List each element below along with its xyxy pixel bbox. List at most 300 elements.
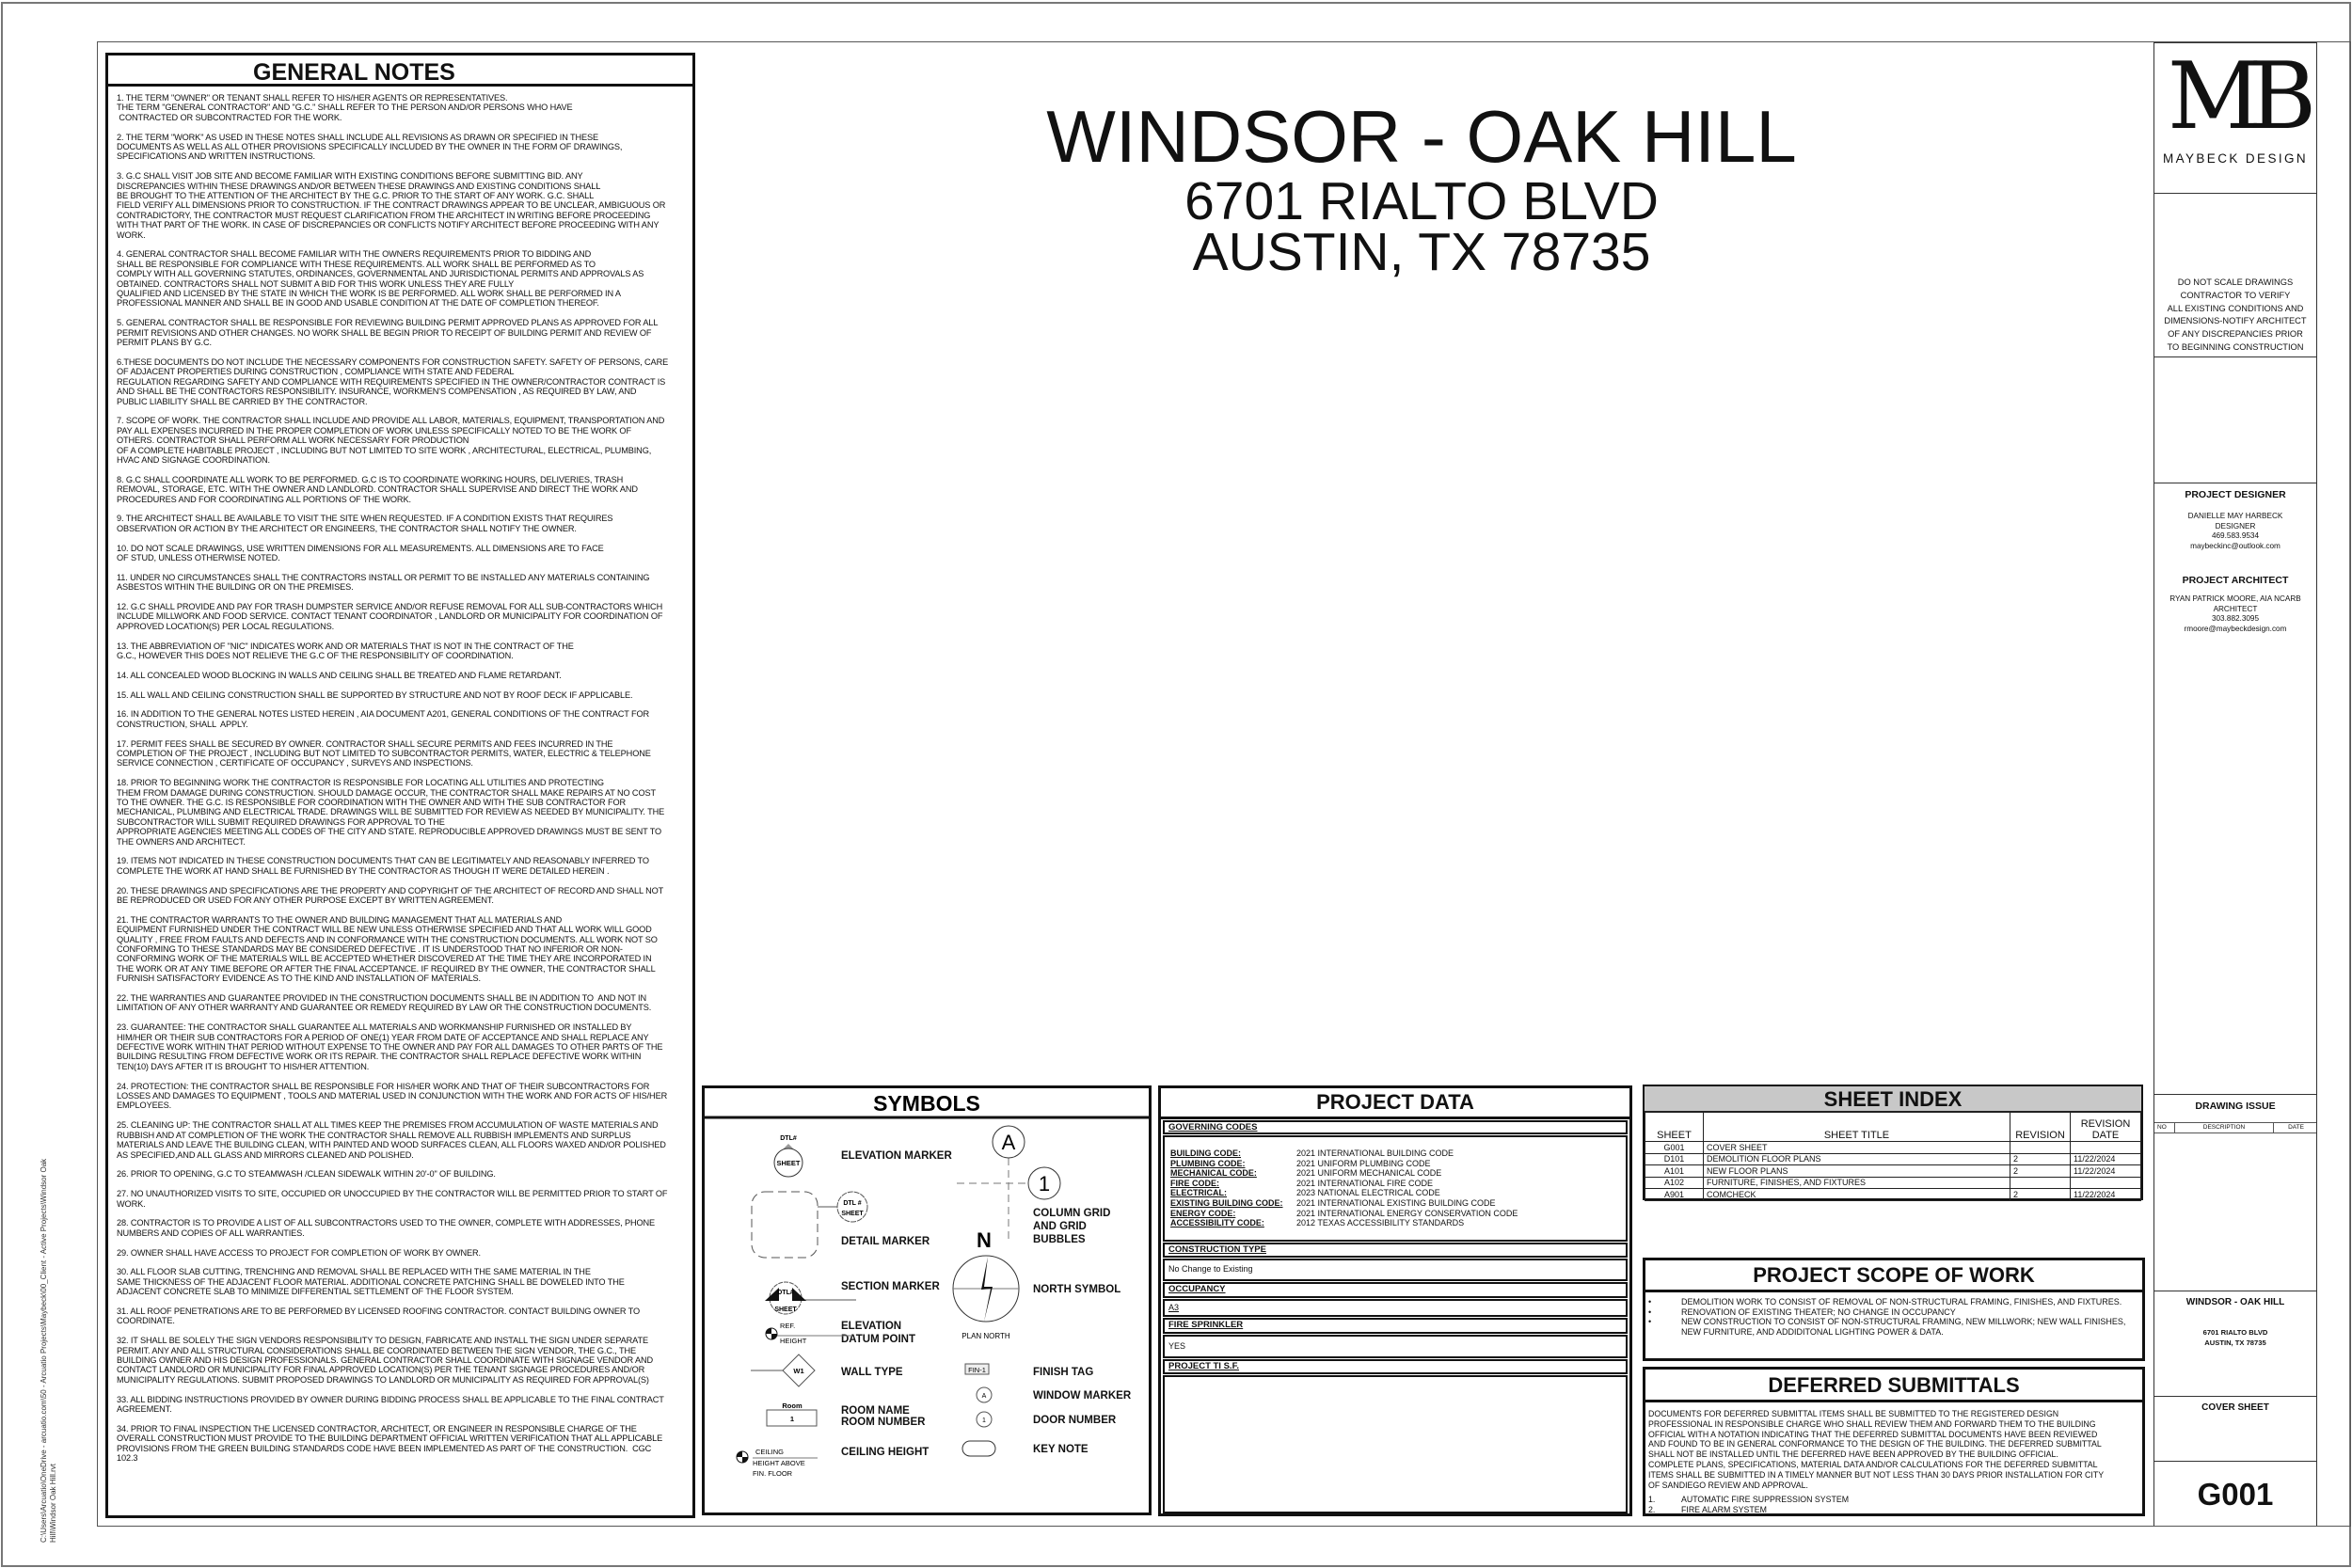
col-revision-date: REVISION DATE: [2071, 1113, 2141, 1142]
window-marker-sample: A: [981, 1393, 987, 1400]
general-note-line: CONTRACTED OR SUBCONTRACTED FOR THE WORK.: [117, 112, 342, 122]
grid-bubble-a: A: [1001, 1131, 1016, 1154]
sheet-index-panel: [1643, 1085, 2143, 1200]
general-note-line: 3. G.C SHALL VISIT JOB SITE AND BECOME FAMILIAR WITH EXISTING CONDITIONS BEFORE SUBMITTING BID. ANY: [117, 171, 583, 182]
label-elevation-marker: ELEVATION MARKER: [841, 1150, 952, 1162]
code-value: 2021 INTERNATIONAL BUILDING CODE: [1296, 1148, 1454, 1158]
architect-line: rmoore@maybeckdesign.com: [2184, 624, 2287, 633]
general-note-line: CONFORMING TO THESE STANDARDS MAY BE CONSIDERED DEFECTIVE . IT IS UNDERSTOOD THAT NO INFERIOR OR NON-: [117, 944, 623, 955]
general-note-line: REGULATION REGARDING SAFETY AND COMPLIANCE WITH REQUIREMENTS SPECIFIED IN THE OWNER/CONTRACTOR CONTRACT IS: [117, 376, 666, 387]
general-note-line: BUILDING RESULTING FROM DEFECTIVE WORK OR ITS REPAIR. THE CONTRACTOR SHALL REPLACE DEFECTIVE WORK WITHIN: [117, 1052, 642, 1062]
general-note: [117, 1336, 668, 1385]
general-note-line: MATERIALS AND LEAVE THE BUILDING CLEAN, WITH PAINTED AND WOOD SURFACES CLEAN, ALL FLOORS WAXED AND/OR POLISHED: [117, 1140, 666, 1150]
general-note-line: DISCREPANCIES WITHIN THESE DRAWINGS AND/OR BETWEEN THESE DRAWINGS AND EXISTING CONDITIONS SHALL: [117, 181, 601, 191]
general-note-line: OTHERS. CONTRACTOR SHALL PERFORM ALL WORK NECESSARY FOR PRODUCTION: [117, 436, 469, 446]
drawing-issue-header: DRAWING ISSUE: [2195, 1101, 2276, 1112]
firm-name: MAYBECK DESIGN: [2162, 151, 2309, 166]
datum-height-text: HEIGHT: [780, 1337, 807, 1345]
label-column-grid-3: BUBBLES: [1033, 1234, 1086, 1245]
general-note-line: PERMIT. ANY AND ALL STRUCTURAL CONSIDERATIONS SHALL BE COORDINATED BETWEEN THE SIGN VENDOR, THE G.C., THE: [117, 1345, 637, 1355]
finish-tag-sample: FIN-1: [968, 1366, 986, 1374]
issue-col-no: NO: [2157, 1124, 2167, 1131]
tb-divider: [2153, 1094, 2317, 1095]
sheet-number: D101: [1645, 1153, 1704, 1165]
general-note-line: BUILDING OWNER AND HIS DESIGN PROFESSIONALS. GENERAL CONTRACTOR SHALL COORDINATE WITH SIGNAGE VENDOR AND: [117, 1354, 653, 1365]
general-note-line: SHALL BE RESPONSIBLE FOR COMPLIANCE WITH THESE REQUIREMENTS. ALL WORK SHALL BE PERFORMED AS TO: [117, 259, 596, 269]
finish-tag-icon: [965, 1364, 989, 1374]
general-note: [117, 1082, 668, 1111]
general-note-line: COORDINATE.: [117, 1316, 175, 1326]
general-note-line: EQUIPMENT FURNISHED UNDER THE CONTRACT WILL BE NEW UNLESS OTHERWISE SPECIFIED AND THAT ALL WORK WILL GOOD: [117, 925, 652, 935]
general-note: [117, 739, 668, 768]
fire-sprinkler-row: [1163, 1335, 1628, 1358]
deferred-submittals-text: [1648, 1409, 2104, 1515]
general-note: [117, 1307, 668, 1326]
general-note-line: 32. IT SHALL BE SOLELY THE SIGN VENDORS RESPONSIBILITY TO DESIGN, FABRICATE AND INSTALL THE SIGN UNDER SEPARATE: [117, 1336, 648, 1346]
deferred-item-text: FIRE ALARM SYSTEM: [1681, 1505, 1767, 1515]
general-note: [117, 602, 668, 631]
general-note-line: 21. THE CONTRACTOR WARRANTS TO THE OWNER AND BUILDING MANAGEMENT THAT ALL MATERIALS AND: [117, 914, 563, 925]
general-note-line: 10. DO NOT SCALE DRAWINGS, USE WRITTEN DIMENSIONS FOR ALL MEASUREMENTS. ALL DIMENSIONS ARE TO FACE: [117, 543, 604, 553]
code-value: 2021 INTERNATIONAL ENERGY CONSERVATION CODE: [1296, 1208, 1518, 1218]
code-value: 2021 UNIFORM MECHANICAL CODE: [1296, 1168, 1442, 1179]
section-sheet-text: SHEET: [774, 1307, 797, 1313]
fire-sprinkler-header: FIRE SPRINKLER: [1168, 1320, 1244, 1330]
sheet-number: A901: [1645, 1189, 1704, 1201]
general-note-line: COMPLETE THE WORK AT HAND SHALL BE FURNISHED BY THE CONTRACTOR AS THOUGH IT WERE DETAILED HEREIN .: [117, 865, 610, 876]
room-number-sample: 1: [789, 1415, 795, 1423]
general-note: [117, 318, 668, 347]
label-key-note: KEY NOTE: [1033, 1444, 1089, 1455]
general-note: [117, 133, 668, 162]
general-note-line: PERMIT PLANS BY G.C.: [117, 338, 212, 348]
symbols-title: SYMBOLS: [873, 1091, 980, 1116]
tb-project-name: WINDSOR - OAK HILL: [2185, 1297, 2285, 1307]
general-note-line: 4. GENERAL CONTRACTOR SHALL BECOME FAMILIAR WITH THE OWNERS REQUIREMENTS PRIOR TO BIDDING AND: [117, 249, 592, 260]
general-note-line: WORK.: [117, 230, 146, 240]
project-designer-header: PROJECT DESIGNER: [2185, 489, 2286, 500]
general-note-line: BE REPRODUCED OR USED FOR ANY OTHER PURPOSE EXCEPT BY WRITTEN AGREEMENT.: [117, 895, 494, 906]
disclaimer-line: OF ANY DISCREPANCIES PRIOR: [2168, 329, 2303, 340]
deferred-submittals-title: DEFERRED SUBMITTALS: [1645, 1370, 2142, 1402]
deferred-line: AND FOUND TO BE IN GENERAL CONFORMANCE TO THE DESIGN OF THE BUILDING. THE DEFERRED SUBMITTAL: [1648, 1439, 2102, 1449]
general-note: [117, 641, 668, 661]
file-path-line-1: C:\Users\Arcuatio\OneDrive - arcuatio.com\50 - Arcuatio Projects\Maybeck\00_Client - Active Projects\Windsor Oak: [40, 1158, 48, 1543]
label-finish-tag: FINISH TAG: [1033, 1367, 1094, 1378]
disclaimer-line: ALL EXISTING CONDITIONS AND: [2167, 303, 2304, 313]
architect-line: 303.882.3095: [2211, 614, 2260, 623]
general-notes-list: [117, 93, 668, 1473]
scope-item-text: DEMOLITION WORK TO CONSIST OF REMOVAL OF NON-STRUCTURAL FRAMING, FINISHES, AND FIXTURES.: [1681, 1297, 2122, 1307]
project-address-line-1: 6701 RIALTO BLVD: [1184, 171, 1659, 231]
code-label: FIRE CODE:: [1170, 1178, 1220, 1188]
construction-type-header: CONSTRUCTION TYPE: [1168, 1244, 1266, 1255]
sheet-title: DEMOLITION FLOOR PLANS: [1704, 1153, 2010, 1165]
code-label: MECHANICAL CODE:: [1170, 1168, 1257, 1179]
general-note-line: CONFORMING WORK OF THE MATERIALS WILL BE ACCEPTED WHETHER DISCOVERED AT THE TIME THEY ARE INCORPORATED IN: [117, 954, 652, 964]
construction-type-value: No Change to Existing: [1168, 1264, 1253, 1274]
bullet-icon: •: [1648, 1307, 1652, 1317]
governing-codes-header-row: [1163, 1120, 1628, 1134]
sheet-index-header-row: [1645, 1113, 2141, 1142]
general-note-line: QUALITY , FREE FROM FAULTS AND DEFECTS AND IN CONFORMANCE WITH THE CONSTRUCTION DOCUMENTS. ALL WORK NOT SO: [117, 934, 658, 944]
north-arrow-icon: [953, 1228, 1019, 1340]
scale-disclaimer: [2154, 277, 2316, 355]
disclaimer-line: CONTRACTOR TO VERIFY: [2180, 290, 2291, 300]
general-note-line: HVAC AND SIGNAGE COORDINATION.: [117, 454, 270, 465]
general-note-line: SAME THICKNESS OF THE ADJACENT FLOOR MATERIAL. ADDITIONAL CONCRETE PATCHING SHALL BE DOWELED INTO THE: [117, 1276, 625, 1287]
general-note-line: HIM/HER OR THEIR SUB CONTRACTORS FOR A PERIOD OF ONE(1) YEAR FROM DATE OF ACCEPTANCE AND SHALL REPLACE ANY: [117, 1032, 649, 1042]
fire-sprinkler-value: YES: [1168, 1341, 1186, 1351]
label-column-grid-2: AND GRID: [1033, 1221, 1087, 1232]
general-note-line: 22. THE WARRANTIES AND GUARANTEE PROVIDED IN THE CONSTRUCTION DOCUMENTS SHALL BE IN ADDITION TO AND NOT IN: [117, 993, 646, 1004]
general-note: [117, 1120, 668, 1160]
general-note-line: AND SHALL BE THE CONTRACTORS RESPONSIBILITY. INSURANCE, WORKMEN'S COMPENSATION , AS REQUIRED BY LAW, AND: [117, 387, 637, 397]
bullet-icon: •: [1648, 1297, 1652, 1307]
ceiling-text-2: HEIGHT ABOVE: [753, 1459, 805, 1467]
general-note-line: COMPLY WITH ALL GOVERNING STATUTES, ORDINANCES, GOVERNMENTAL AND JURISDICTIONAL PERMITS AND APPROVALS AS: [117, 269, 644, 279]
designer-line: DESIGNER: [2215, 521, 2256, 531]
general-note-line: 29. OWNER SHALL HAVE ACCESS TO PROJECT FOR COMPLETION OF WORK BY OWNER.: [117, 1247, 481, 1258]
room-tag-icon: [767, 1402, 817, 1426]
tb-divider: [2153, 1461, 2317, 1462]
general-note-line: PROVISIONS FROM THE GREEN BUILDING STANDARDS CODE HAVE BEEN IMPLEMENTED AS PART OF THE CONSTRUCTION. CGC: [117, 1443, 652, 1453]
maybeck-logo: MB: [2167, 43, 2304, 150]
general-note-line: 30. ALL FLOOR SLAB CUTTING, TRENCHING AND REMOVAL SHALL BE REPLACED WITH THE SAME MATERIAL IN THE: [117, 1267, 591, 1277]
code-value: 2023 NATIONAL ELECTRICAL CODE: [1296, 1188, 1440, 1198]
general-note: [117, 886, 668, 906]
general-note: [117, 93, 668, 122]
general-note-line: THEM FROM DAMAGE DURING CONSTRUCTION. SHOULD DAMAGE OCCUR, THE CONTRACTOR SHALL MAKE REPAIRS AT NO COST: [117, 787, 656, 798]
code-value: 2021 INTERNATIONAL FIRE CODE: [1296, 1178, 1434, 1188]
deferred-submittals-panel: [1643, 1367, 2145, 1516]
label-room-name: ROOM NAME: [841, 1405, 910, 1417]
occupancy-value: A3: [1168, 1303, 1180, 1312]
designer-line: 469.583.9534: [2211, 531, 2260, 540]
general-note: [117, 544, 668, 563]
general-notes-header: [108, 55, 692, 87]
sheet-revision: 2: [2010, 1153, 2071, 1165]
project-title: WINDSOR - OAK HILL: [1046, 95, 1797, 178]
deferred-line: COMPLETE PLANS, SPECIFICATIONS, MATERIAL DATA AND/OR CALCULATIONS FOR THE DEFERRED SUBMITTAL: [1648, 1459, 2098, 1469]
label-window-marker: WINDOW MARKER: [1033, 1390, 1132, 1402]
deferred-item-text: AUTOMATIC FIRE SUPPRESSION SYSTEM: [1681, 1495, 1850, 1505]
sheet-revision-date: [2071, 1142, 2141, 1154]
sheet-title: FURNITURE, FINISHES, AND FIXTURES: [1704, 1177, 2010, 1189]
scope-of-work-panel: [1643, 1258, 2145, 1361]
scope-item-text: RENOVATION OF EXISTING THEATER; NO CHANGE IN OCCUPANCY: [1681, 1307, 1956, 1317]
general-note: [117, 1189, 668, 1209]
occupancy-row: [1163, 1299, 1628, 1317]
col-sheet-title: SHEET TITLE: [1704, 1113, 2010, 1142]
sheet-revision-date: [2071, 1177, 2141, 1189]
deferred-item-number: 2.: [1648, 1505, 1656, 1515]
general-note: [117, 1022, 668, 1071]
general-note-line: TEN(10) DAYS AFTER IT IS BROUGHT TO HIS/HER ATTENTION.: [117, 1061, 370, 1071]
general-note-line: 7. SCOPE OF WORK. THE CONTRACTOR SHALL INCLUDE AND PROVIDE ALL LABOR, MATERIALS, EQUIPMENT, TRANSPORTATION AND: [117, 416, 665, 426]
general-note-line: DEFECTIVE WORK WITHIN THAT PERIOD WITHOUT EXPENSE TO THE OWNER AND PAY FOR ALL DAMAGES TO OTHER PARTS OF THE: [117, 1042, 663, 1053]
sheet-revision: 2: [2010, 1165, 2071, 1178]
general-note-line: OVERALL CONSTRUCTION MUST PROVIDE TO THE BUILDING DEPARTMENT OFFICIAL WRITTEN VERIFICATION THAT ALL APPLICABLE: [117, 1433, 663, 1444]
general-note-line: LIMITATION OF ANY OTHER WARRANTY AND GUARANTEE OR REMEDY REQUIRED BY LAW OR THE CONSTRUCTION DOCUMENTS.: [117, 1003, 652, 1013]
general-note-line: SERVICE CONNECTION , CERTIFICATE OF OCCUPANCY , SURVEYS AND INSPECTIONS.: [117, 758, 473, 768]
general-note: [117, 475, 668, 504]
tb-sheet-number: G001: [2197, 1477, 2274, 1512]
deferred-item-number: 1.: [1648, 1495, 1656, 1505]
tb-divider: [2153, 356, 2317, 357]
deferred-line: OF SANDIEGO REVIEW AND APPROVAL.: [1648, 1480, 1808, 1490]
bullet-icon: •: [1648, 1317, 1652, 1326]
general-note-line: WORK.: [117, 1198, 146, 1209]
disclaimer-line: DO NOT SCALE DRAWINGS: [2177, 277, 2294, 287]
general-note-line: 14. ALL CONCEALED WOOD BLOCKING IN WALLS AND CEILING SHALL BE TREATED AND FLAME RETARDANT.: [117, 670, 562, 680]
label-column-grid-1: COLUMN GRID: [1033, 1208, 1111, 1219]
elevation-marker-icon: [774, 1135, 803, 1177]
code-label: EXISTING BUILDING CODE:: [1170, 1198, 1283, 1208]
general-note-line: CONSTRUCTION, SHALL APPLY.: [117, 719, 248, 729]
code-value: 2021 INTERNATIONAL EXISTING BUILDING CODE: [1296, 1198, 1496, 1208]
construction-type-header-row: [1163, 1243, 1628, 1258]
general-note-line: COMPLETION OF THE PROJECT , INCLUDING BUT NOT LIMITED TO SUBCONTRACTOR PERMITS, WATER, ELECTRIC & TELEPHONE: [117, 748, 651, 758]
ceiling-text-3: FIN. FLOOR: [753, 1469, 793, 1478]
designer-line: DANIELLE MAY HARBECK: [2187, 512, 2283, 520]
north-letter: N: [977, 1228, 992, 1252]
general-note-line: 12. G.C SHALL PROVIDE AND PAY FOR TRASH DUMPSTER SERVICE AND/OR REFUSE REMOVAL FOR ALL SUB-CONTRACTORS WHICH: [117, 601, 663, 611]
governing-codes-header: GOVERNING CODES: [1168, 1122, 1258, 1132]
key-note-icon: [962, 1441, 995, 1456]
door-number-icon: [977, 1412, 992, 1427]
label-detail-marker: DETAIL MARKER: [841, 1236, 930, 1247]
sheet-index-row: [1645, 1165, 2141, 1178]
general-note-line: APPROPRIATE AGENCIES MEETING ALL CODES OF THE CITY AND STATE. REPRODUCIBLE APPROVED DRAWINGS MUST BE SENT TO: [117, 827, 662, 837]
plan-north-text: PLAN NORTH: [961, 1332, 1010, 1340]
construction-type-row: [1163, 1259, 1628, 1281]
disclaimer-line: TO BEGINNING CONSTRUCTION: [2167, 341, 2304, 352]
project-architect-header: PROJECT ARCHITECT: [2182, 575, 2289, 586]
symbols-legend: [702, 1085, 1152, 1515]
sheet-revision: 2: [2010, 1189, 2071, 1201]
general-note-line: 25. CLEANING UP: THE CONTRACTOR SHALL AT ALL TIMES KEEP THE PREMISES FROM ACCUMULATION OF WASTE MATERIALS AND: [117, 1120, 659, 1131]
general-note-line: 16. IN ADDITION TO THE GENERAL NOTES LISTED HEREIN , AIA DOCUMENT A201, GENERAL CONDITIONS OF THE CONTRACT FOR: [117, 709, 650, 720]
sheet-number: A101: [1645, 1165, 1704, 1178]
scope-item-text: NEW CONSTRUCTION TO CONSIST OF NON-STRUCTURAL FRAMING, NEW MILLWORK; NEW WALL FINISHES,: [1681, 1317, 2126, 1326]
scope-of-work-title: PROJECT SCOPE OF WORK: [1645, 1260, 2142, 1292]
label-ceiling-height: CEILING HEIGHT: [841, 1447, 930, 1458]
general-note-line: 5. GENERAL CONTRACTOR SHALL BE RESPONSIBLE FOR REVIEWING BUILDING PERMIT APPROVED PLANS AS APPROVED FOR ALL: [117, 318, 659, 328]
code-label: ENERGY CODE:: [1170, 1208, 1236, 1218]
ti-sf-body: [1163, 1375, 1628, 1513]
deferred-line: PROFESSIONAL IN RESPONSIBLE CHARGE WHO SHALL REVIEW THEM AND FORWARD THEM TO THE BUILDING: [1648, 1418, 2096, 1429]
deferred-line: SHALL NOT BE INSTALLED UNTIL THE DEFERRED HAVE BEEN APPROVED BY THE BUILDING OFFICIAL.: [1648, 1449, 2058, 1460]
architect-line: ARCHITECT: [2213, 604, 2258, 613]
sheet-revision: [2010, 1177, 2071, 1189]
code-value: 2012 TEXAS ACCESSIBILITY STANDARDS: [1296, 1218, 1465, 1228]
elevation-datum-icon: [766, 1322, 852, 1345]
sheet-index-row: [1645, 1177, 2141, 1189]
code-label: BUILDING CODE:: [1170, 1148, 1241, 1158]
code-label: PLUMBING CODE:: [1170, 1158, 1246, 1168]
general-note: [117, 993, 668, 1013]
deferred-item: [1648, 1505, 2104, 1515]
general-note-line: MUNICIPALITY REGULATIONS. SUBMIT PROPOSED DRAWINGS TO LANDLORD OR MUNICIPALITY AS REQUIRED FOR APPROVAL(S): [117, 1374, 649, 1385]
general-note-line: APPROVED LOCATION(S) PER LOCAL REGULATIONS.: [117, 621, 335, 631]
code-label: ELECTRICAL:: [1170, 1188, 1227, 1198]
general-note-line: 2. THE TERM "WORK" AS USED IN THESE NOTES SHALL INCLUDE ALL REVISIONS AS DRAWN OR SPECIFIED IN THESE: [117, 132, 599, 142]
sheet-title: COMCHECK: [1704, 1189, 2010, 1201]
general-note: [117, 573, 668, 593]
general-note: [117, 1267, 668, 1296]
ti-sf-header: PROJECT TI S.F.: [1168, 1361, 1239, 1371]
general-note-line: RUBBISH AND AT COMPLETION OF THE WORK THE CONTRACTOR SHALL REMOVE ALL RUBBISH IMPLEMENTS AND SURPLUS: [117, 1130, 631, 1140]
detail-dtl-text: DTL #: [843, 1200, 862, 1207]
general-note-line: AGREEMENT.: [117, 1403, 172, 1414]
symbols-drawing: [702, 1085, 1152, 1515]
general-note-line: INCLUDE MILLWORK AND FOOD SERVICE. CONTACT TENANT COORDINATOR , LANDLORD OR MUNICIPALITY FOR COORDINATION OF: [117, 611, 663, 622]
general-note: [117, 690, 668, 700]
general-note-line: NUMBERS AND COPIES OF ALL WARRANTIES.: [117, 1227, 305, 1238]
general-note-line: SPECIFICATIONS AND WRITTEN INSTRUCTIONS.: [117, 151, 315, 162]
sheet-index-row: [1645, 1142, 2141, 1154]
general-note-line: PROCEDURES AND FOR COORDINATING ALL PORTIONS OF THE WORK.: [117, 494, 411, 504]
occupancy-header-row: [1163, 1282, 1628, 1298]
label-elevation-datum-2: DATUM POINT: [841, 1334, 916, 1345]
general-notes-panel: [105, 53, 695, 1518]
tb-divider: [2153, 42, 2317, 43]
general-note: [117, 1218, 668, 1238]
general-note-line: REMOVAL, STORAGE, ETC. WITH THE OWNER AND LANDLORD. CONTRACTOR SHALL SUPERVISE AND DIRECT THE WORK AND: [117, 484, 638, 495]
general-note-line: CONTRADICTORY, THE CONTRACTOR MUST REQUEST CLARIFICATION FROM THE ARCHITECT IN WRITING BEFORE PROCEEDING: [117, 210, 651, 220]
file-path: [40, 1159, 57, 1543]
general-note-line: ASBESTOS WITHIN THE BUILDING OR ON THE PREMISES.: [117, 582, 354, 593]
issue-col-description: DESCRIPTION: [2174, 1123, 2274, 1132]
general-note-line: 27. NO UNAUTHORIZED VISITS TO SITE, OCCUPIED OR UNOCCUPIED BY THE CONTRACTOR WILL BE PERMITTED PRIOR TO START OF: [117, 1189, 668, 1199]
general-note: [117, 514, 668, 533]
general-note: [117, 709, 668, 729]
general-note-line: OBTAINED. CONTRACTORS SHALL NOT SUBMIT A BID FOR THIS WORK UNLESS THEY ARE FULLY: [117, 278, 515, 289]
general-note-line: 9. THE ARCHITECT SHALL BE AVAILABLE TO VISIT THE SITE WHEN REQUESTED. IF A CONDITION EXISTS THAT REQUIRES: [117, 514, 613, 524]
sheet-number: G001: [1645, 1142, 1704, 1154]
general-note: [117, 171, 668, 240]
wall-type-icon: [751, 1354, 815, 1386]
code-label: ACCESSIBILITY CODE:: [1170, 1218, 1264, 1228]
col-sheet: SHEET: [1645, 1113, 1704, 1142]
tb-project-address: [2154, 1328, 2316, 1348]
label-wall-type: WALL TYPE: [841, 1367, 903, 1378]
sheet-title: NEW FLOOR PLANS: [1704, 1165, 2010, 1178]
sheet-number: A102: [1645, 1177, 1704, 1189]
project-data-panel: [1158, 1085, 1632, 1516]
general-note-line: CONTACT LANDLORD OR MUNICIPALITY FOR FINAL APPROVED LOCATION(S) PER THE TENANT SIGNAGE PROCEDURES AND/OR: [117, 1365, 645, 1375]
project-data-title: PROJECT DATA: [1161, 1088, 1629, 1119]
general-note-line: BE BROUGHT TO THE ATTENTION OF THE ARCHITECT BY THE G.C. PRIOR TO THE START OF ANY WORK. G.C. SHALL: [117, 191, 595, 201]
general-note-line: PROFESSIONAL MANNER AND SHALL BE IN GOOD AND USABLE CONDITION AT THE DATE OF COMPLETION THEREOF.: [117, 298, 599, 309]
general-note-line: 102.3: [117, 1452, 138, 1463]
general-note-line: 24. PROTECTION: THE CONTRACTOR SHALL BE RESPONSIBLE FOR HIS/HER WORK AND THAT OF THEIR SUBCONTRACTORS FOR: [117, 1081, 650, 1091]
sheet-index-row: [1645, 1153, 2141, 1165]
designer-line: maybeckinc@outlook.com: [2190, 541, 2280, 550]
detail-marker-icon: [752, 1192, 867, 1258]
general-note: [117, 1424, 668, 1464]
detail-sheet-text: SHEET: [841, 1211, 864, 1217]
general-note-line: OF STUD, UNLESS OTHERWISE NOTED.: [117, 552, 280, 562]
col-revision: REVISION: [2010, 1113, 2071, 1142]
tb-divider: [2153, 193, 2317, 194]
room-name-sample: Room: [782, 1402, 803, 1410]
deferred-item: [1648, 1495, 2104, 1505]
deferred-line: OFFICIAL WITH A NOTATION INDICATING THAT THE DEFERRED SUBMITTAL DOCUMENTS HAVE BEEN REVIEWED: [1648, 1429, 2098, 1439]
general-note-line: THE TERM "GENERAL CONTRACTOR" AND "G.C." SHALL REFER TO THE PERSON AND/OR PERSONS WHO HAVE: [117, 103, 573, 113]
ceiling-height-icon: [737, 1448, 818, 1478]
code-value: 2021 UNIFORM PLUMBING CODE: [1296, 1158, 1431, 1168]
sheet-revision-date: 11/22/2024: [2071, 1189, 2141, 1201]
elevation-sheet-text: SHEET: [776, 1159, 801, 1167]
title-block: [2153, 42, 2317, 1526]
general-note: [117, 856, 668, 876]
general-note-line: 1. THE TERM "OWNER" OR TENANT SHALL REFER TO HIS/HER AGENTS OR REPRESENTATIVES.: [117, 93, 508, 103]
label-door-number: DOOR NUMBER: [1033, 1415, 1117, 1426]
general-note-line: 26. PRIOR TO OPENING, G.C TO STEAMWASH /CLEAN SIDEWALK WITHIN 20'-0" OF BUILDING.: [117, 1169, 496, 1180]
general-note: [117, 778, 668, 847]
label-room-number: ROOM NUMBER: [841, 1417, 926, 1428]
general-note-line: SUBCONTRACTOR WILL SUBMIT REQUIRED DRAWINGS FOR APPROVAL TO THE: [117, 816, 445, 827]
general-note-line: 19. ITEMS NOT INDICATED IN THESE CONSTRUCTION DOCUMENTS THAT CAN BE LEGITIMATELY AND REASONABLY INFERRED TO: [117, 856, 649, 866]
general-note-line: TO THE OWNER. THE G.C. IS RESPONSIBLE FOR COORDINATION WITH THE OWNER AND WITH THE SUB CONTRACTOR FOR: [117, 797, 627, 807]
sheet-revision-date: 11/22/2024: [2071, 1153, 2141, 1165]
general-note-line: ADJACENT CONCRETE SLAB TO MINIMIZE DIFFERENTIAL SETTLEMENT OF THE FLOOR SYSTEM.: [117, 1287, 514, 1297]
general-notes-title: GENERAL NOTES: [253, 59, 455, 86]
tb-divider: [2153, 1396, 2317, 1397]
deferred-line: DOCUMENTS FOR DEFERRED SUBMITTAL ITEMS SHALL BE SUBMITTED TO THE REGISTERED DESIGN: [1648, 1409, 2059, 1418]
door-number-sample: 1: [982, 1418, 986, 1424]
sheet-index-title: SHEET INDEX: [1645, 1086, 2141, 1112]
general-note-line: MECHANICAL, PLUMBING AND ELECTRICAL TRADE. DRAWINGS WILL BE SUBMITTED FOR REVIEW AS NEEDED BY MUNICIPALITY. THE: [117, 807, 665, 817]
general-note-line: LOSSES AND DAMAGES TO EQUIPMENT , TOOLS AND MATERIAL USED IN CONJUNCTION WITH THE WORK AND FOR ACTS OF HIS/HER: [117, 1091, 668, 1101]
general-note-line: 20. THESE DRAWINGS AND SPECIFICATIONS ARE THE PROPERTY AND COPYRIGHT OF THE ARCHITECT OF RECORD AND SHALL NOT: [117, 885, 664, 895]
general-note-line: OF A COMPLETE HABITABLE PROJECT , INCLUDING BUT NOT LIMITED TO SITE WORK , ARCHITECTURAL, ELECTRICAL, PLUMBING,: [117, 445, 652, 455]
general-note-line: EMPLOYEES.: [117, 1101, 172, 1111]
general-note-line: AS SPECIFIED,AND ALL GLASS AND MIRRORS CLEANED AND POLISHED.: [117, 1149, 414, 1160]
general-note-line: 31. ALL ROOF PENETRATIONS ARE TO BE PERFORMED BY LICENSED ROOFING CONTRACTOR. CONTACT BUILDING OWNER TO: [117, 1306, 640, 1316]
disclaimer-line: DIMENSIONS-NOTIFY ARCHITECT: [2164, 316, 2307, 326]
sheet-index-row: [1645, 1189, 2141, 1201]
fire-sprinkler-header-row: [1163, 1318, 1628, 1334]
general-note: [117, 357, 668, 406]
general-note: [117, 1169, 668, 1179]
section-dtl-text: DTL#: [777, 1290, 794, 1296]
drawing-issue-columns: [2154, 1122, 2316, 1133]
window-marker-icon: [977, 1387, 992, 1402]
deferred-line: ITEMS SHALL BE SUBMITTED IN A TIMELY MANNER BUT NOT LESS THAN 30 DAYS PRIOR INSTALLATION FOR CITY: [1648, 1469, 2105, 1480]
general-note-line: 17. PERMIT FEES SHALL BE SECURED BY OWNER. CONTRACTOR SHALL SECURE PERMITS AND FEES INCURRED IN THE: [117, 738, 613, 749]
general-note-line: 11. UNDER NO CIRCUMSTANCES SHALL THE CONTRACTORS INSTALL OR PERMIT TO BE INSTALLED ANY MATERIALS CONTAINING: [117, 572, 650, 582]
tb-sheet-name: COVER SHEET: [2201, 1402, 2269, 1413]
ti-sf-header-row: [1163, 1359, 1628, 1374]
project-designer-info: [2154, 512, 2316, 551]
wall-type-tag: W1: [793, 1367, 804, 1375]
scope-item-text: NEW FURNITURE, AND ADDIDITONAL LIGHTING POWER & DATA.: [1681, 1326, 1944, 1337]
general-note: [117, 1395, 668, 1415]
general-note: [117, 671, 668, 680]
general-note-line: THE OWNERS AND ARCHITECT.: [117, 836, 246, 847]
general-note-line: 28. CONTRACTOR IS TO PROVIDE A LIST OF ALL SUBCONTRACTORS USED TO THE OWNER, COMPLETE WITH ADDRESSES, PHONE: [117, 1218, 656, 1228]
project-address-line-2: AUSTIN, TX 78735: [1192, 222, 1651, 282]
general-note-line: OBSERVATION OR ACTION BY THE ARCHITECT OR ENGINEERS, THE CONTRACTOR SHALL NOTIFY THE OWNER.: [117, 523, 577, 533]
tb-address-line-2: AUSTIN, TX 78735: [2204, 1338, 2266, 1347]
general-note-line: 6.THESE DOCUMENTS DO NOT INCLUDE THE NECESSARY COMPONENTS FOR CONSTRUCTION SAFETY. SAFETY OF PERSONS, CARE: [117, 356, 669, 367]
label-elevation-datum-1: ELEVATION: [841, 1321, 902, 1332]
occupancy-header: OCCUPANCY: [1168, 1284, 1226, 1294]
general-note-line: PUBLIC LIABILITY SHALL BE CARRIED BY THE CONTRACTOR.: [117, 396, 368, 406]
